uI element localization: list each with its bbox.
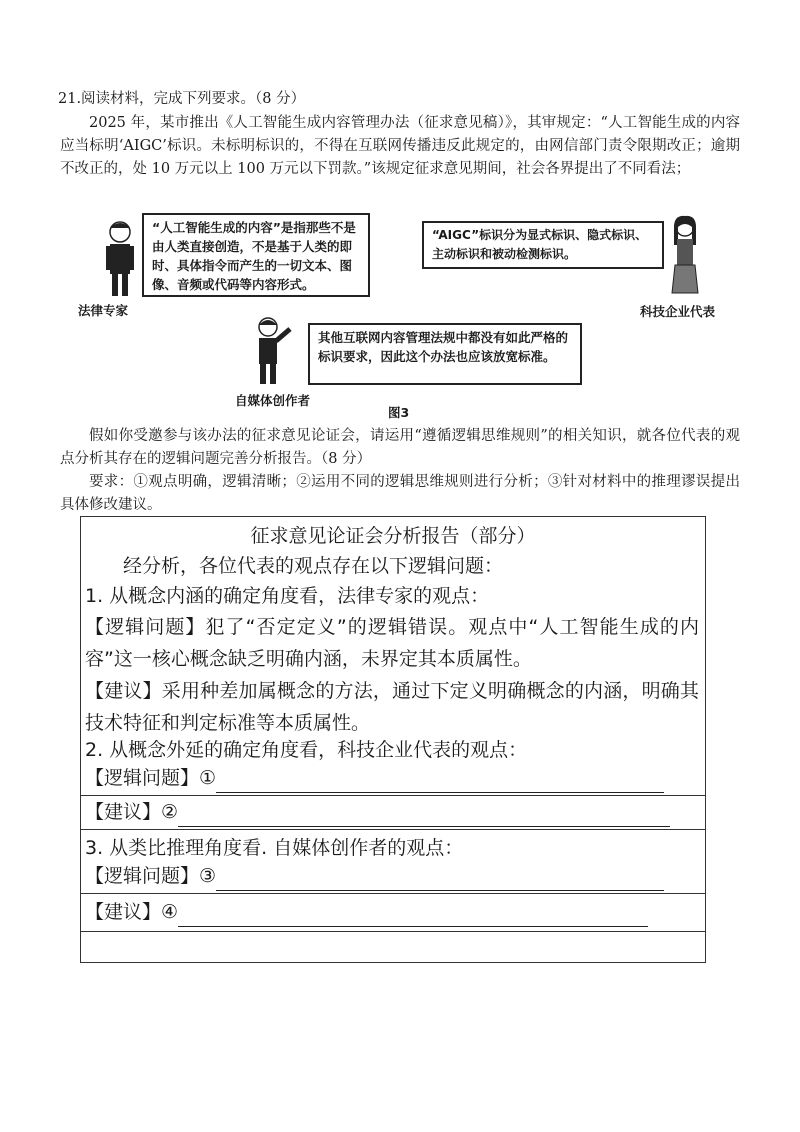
row-divider	[81, 829, 705, 830]
section-2-suggestion-label: 【建议】②	[85, 801, 179, 823]
material-paragraph: 2025 年，某市推出《人工智能生成内容管理办法（征求意见稿）》，其审规定：“人工智能生成的内容应当标明‘AIGC’标识。未标明标识的，不得在互联网传播违反此规定的，由网信部门责令限期改正；逾期不改正的，处 10 万元以上 100 万元以下罚款。”该规定征求意见期间，社会各界提出了不同看法；	[60, 115, 740, 177]
answer-blank-2[interactable]	[178, 804, 670, 827]
analysis-report-table	[80, 516, 706, 963]
section-1-heading: 1. 从概念内涵的确定角度看，法律专家的观点：	[85, 585, 490, 607]
figure-3	[60, 205, 750, 420]
media-creator-speech-bubble: 其他互联网内容管理法规中都没有如此严格的标识要求，因此这个办法也应该放宽标准。	[308, 323, 582, 385]
row-divider	[81, 931, 705, 932]
section-1-problem: 【逻辑问题】犯了“否定定义”的逻辑错误。观点中“人工智能生成的内容”这一核心概念缺乏明确内涵，未界定其本质属性。	[85, 616, 699, 670]
requirements-paragraph: 要求：①观点明确，逻辑清晰；②运用不同的逻辑思维规则进行分析；③针对材料中的推理谬误提出具体修改建议。	[60, 474, 740, 513]
report-intro: 经分析，各位代表的观点存在以下逻辑问题：	[123, 555, 504, 577]
legal-expert-label: 法律专家	[78, 303, 129, 318]
legal-expert-speech-bubble: “人工智能生成的内容”是指那些不是由人类直接创造，不是基于人类的即时、具体指令而产生的一切文本、图像、音频或代码等内容形式。	[142, 213, 370, 297]
section-2-heading: 2. 从概念外延的确定角度看，科技企业代表的观点：	[85, 739, 528, 761]
section-1-suggestion: 【建议】采用种差加属概念的方法，通过下定义明确概念的内涵，明确其技术特征和判定标准等本质属性。	[85, 680, 699, 734]
answer-blank-1[interactable]	[216, 770, 664, 793]
section-2-problem-label: 【逻辑问题】①	[85, 767, 217, 789]
section-2-suggestion-row	[85, 797, 670, 827]
section-3-suggestion-row	[85, 897, 648, 927]
tech-rep-figure	[668, 215, 702, 301]
section-3-problem-row	[85, 861, 664, 891]
answer-blank-4[interactable]	[178, 904, 648, 927]
section-3-suggestion-label: 【建议】④	[85, 901, 179, 923]
task-paragraph: 假如你受邀参与该办法的征求意见论证会，请运用“遵循逻辑思维规则”的相关知识，就各位代表的观点分析其存在的逻辑问题完善分析报告。（8 分）	[60, 428, 740, 467]
tech-rep-speech-bubble: “AIGC”标识分为显式标识、隐式标识、主动标识和被动检测标识。	[422, 221, 664, 269]
tech-rep-label: 科技企业代表	[640, 304, 716, 319]
answer-blank-3[interactable]	[216, 868, 664, 891]
row-divider	[81, 795, 705, 796]
figure-caption: 图3	[388, 405, 410, 420]
report-title: 征求意见论证会分析报告（部分）	[250, 525, 536, 547]
row-divider	[81, 893, 705, 894]
section-2-problem-row	[85, 763, 664, 793]
media-creator-label: 自媒体创作者	[235, 393, 311, 408]
question-header: 21.阅读材料，完成下列要求。（8 分）	[58, 91, 306, 107]
section-3-problem-label: 【逻辑问题】③	[85, 865, 217, 887]
legal-expert-figure	[102, 220, 138, 300]
section-3-heading: 3. 从类比推理角度看. 自媒体创作者的观点：	[85, 837, 464, 859]
media-creator-figure	[250, 315, 294, 387]
